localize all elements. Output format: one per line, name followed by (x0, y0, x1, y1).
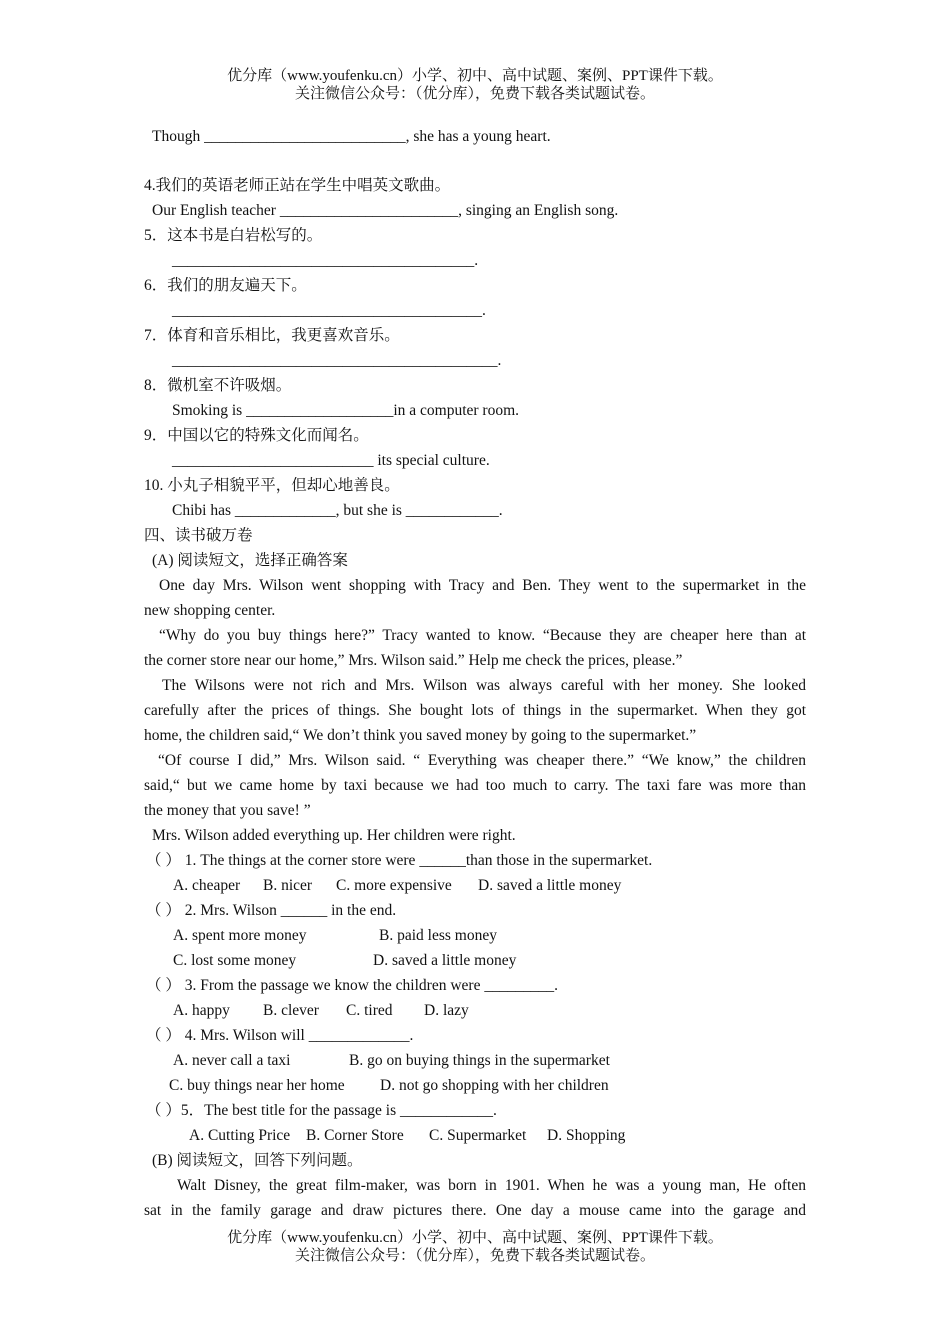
passage-a-line: One day Mrs. Wilson went shopping with Tracy and Ben. They went to the supermarket in the (159, 577, 806, 594)
q7-answer-line: __________________________________________. (172, 352, 502, 369)
option-d: D. lazy (424, 1002, 469, 1019)
option-d: D. saved a little money (373, 952, 517, 969)
passage-a-line: the money that you save! ” (144, 802, 311, 819)
option-a: A. happy (173, 1002, 230, 1019)
passage-b-line: sat in the family garage and draw pictures there. One day a mouse came into the garage and (144, 1202, 806, 1219)
passage-a-line: the corner store near our home,” Mrs. Wilson said.” Help me check the prices, please.” (144, 652, 683, 669)
option-a: A. Cutting Price (189, 1127, 291, 1144)
q9-prompt: 9．中国以它的特殊文化而闻名。 (144, 427, 369, 444)
option-b: B. Corner Store (306, 1127, 404, 1144)
passage-a-line: Mrs. Wilson added everything up. Her children were right. (152, 827, 516, 844)
q8-answer-line: Smoking is ___________________in a computer room. (172, 402, 520, 419)
option-c: C. more expensive (336, 877, 452, 894)
option-a: A. never call a taxi (173, 1052, 291, 1069)
header-line-1: 优分库（www.youfenku.cn）小学、初中、高中试题、案例、PPT课件下载。 (227, 68, 723, 84)
option-b: B. nicer (263, 877, 313, 894)
passage-a-line: “Of course I did,” Mrs. Wilson said. “ Everything was cheaper there.” “We know,” the children (158, 752, 806, 769)
option-b: B. clever (263, 1002, 319, 1019)
q9-answer-line: __________________________ its special culture. (172, 452, 490, 469)
q4-answer-line: Our English teacher _______________________, singing an English song. (152, 202, 619, 219)
page-header (0, 67, 950, 103)
q6-answer-line: ________________________________________. (172, 302, 486, 319)
option-a: A. spent more money (173, 927, 307, 944)
footer-line-2: 关注微信公众号：（优分库），免费下载各类试题试卷。 (294, 1248, 655, 1264)
option-b: B. paid less money (379, 927, 497, 944)
passage-a-line: home, the children said,“ We don’t think you saved money by going to the supermarket.” (144, 727, 697, 744)
q7-prompt: 7．体育和音乐相比，我更喜欢音乐。 (144, 327, 400, 344)
q4-prompt: 4.我们的英语老师正站在学生中唱英文歌曲。 (144, 177, 451, 194)
passage-a-title: (A) 阅读短文，选择正确答案 (152, 552, 348, 569)
passage-a-line: said,“ but we came home by taxi because we had too much to carry. The taxi fare was more than (144, 777, 806, 794)
option-d: D. not go shopping with her children (380, 1077, 609, 1094)
passage-b-title: (B) 阅读短文，回答下列问题。 (152, 1152, 363, 1169)
q5-prompt: 5．这本书是白岩松写的。 (144, 227, 323, 244)
footer-line-1: 优分库（www.youfenku.cn）小学、初中、高中试题、案例、PPT课件下载。 (227, 1230, 723, 1246)
option-b: B. go on buying things in the supermarket (349, 1052, 610, 1069)
q6-prompt: 6．我们的朋友遍天下。 (144, 277, 307, 294)
passage-a-line: carefully after the prices of things. She bought lots of things in the supermarket. When they got (144, 702, 806, 719)
q10-prompt: 10. 小丸子相貌平平，但却心地善良。 (144, 477, 400, 494)
option-c: C. buy things near her home (169, 1077, 345, 1094)
question-stem: （ ）5．The best title for the passage is ____________. (146, 1102, 497, 1119)
q8-prompt: 8．微机室不许吸烟。 (144, 377, 292, 394)
page-footer (0, 1229, 950, 1265)
q10-answer-line: Chibi has _____________, but she is ____________. (172, 502, 503, 519)
option-d: D. Shopping (547, 1127, 626, 1144)
q5-answer-line: _______________________________________. (172, 252, 479, 269)
question-stem: （ ） 1. The things at the corner store were ______than those in the supermarket. (146, 852, 653, 869)
q3-answer-line: Though __________________________, she has a young heart. (152, 128, 551, 145)
question-stem: （ ） 4. Mrs. Wilson will _____________. (146, 1027, 414, 1044)
passage-a-line: new shopping center. (144, 602, 276, 619)
option-c: C. Supermarket (429, 1127, 527, 1144)
question-stem: （ ） 2. Mrs. Wilson ______ in the end. (146, 902, 397, 919)
passage-a-line: “Why do you buy things here?” Tracy wanted to know. “Because they are cheaper here than at (159, 627, 806, 644)
question-stem: （ ） 3. From the passage we know the children were _________. (146, 977, 558, 994)
option-c: C. lost some money (173, 952, 297, 969)
option-c: C. tired (346, 1002, 393, 1019)
header-line-2: 关注微信公众号：（优分库），免费下载各类试题试卷。 (294, 86, 655, 102)
option-a: A. cheaper (173, 877, 241, 894)
passage-a-line: The Wilsons were not rich and Mrs. Wilson was always careful with her money. She looked (162, 677, 806, 694)
passage-b-line: Walt Disney, the great film-maker, was born in 1901. When he was a young man, He often (177, 1177, 806, 1194)
section-title: 四、读书破万卷 (144, 527, 253, 544)
option-d: D. saved a little money (478, 877, 622, 894)
